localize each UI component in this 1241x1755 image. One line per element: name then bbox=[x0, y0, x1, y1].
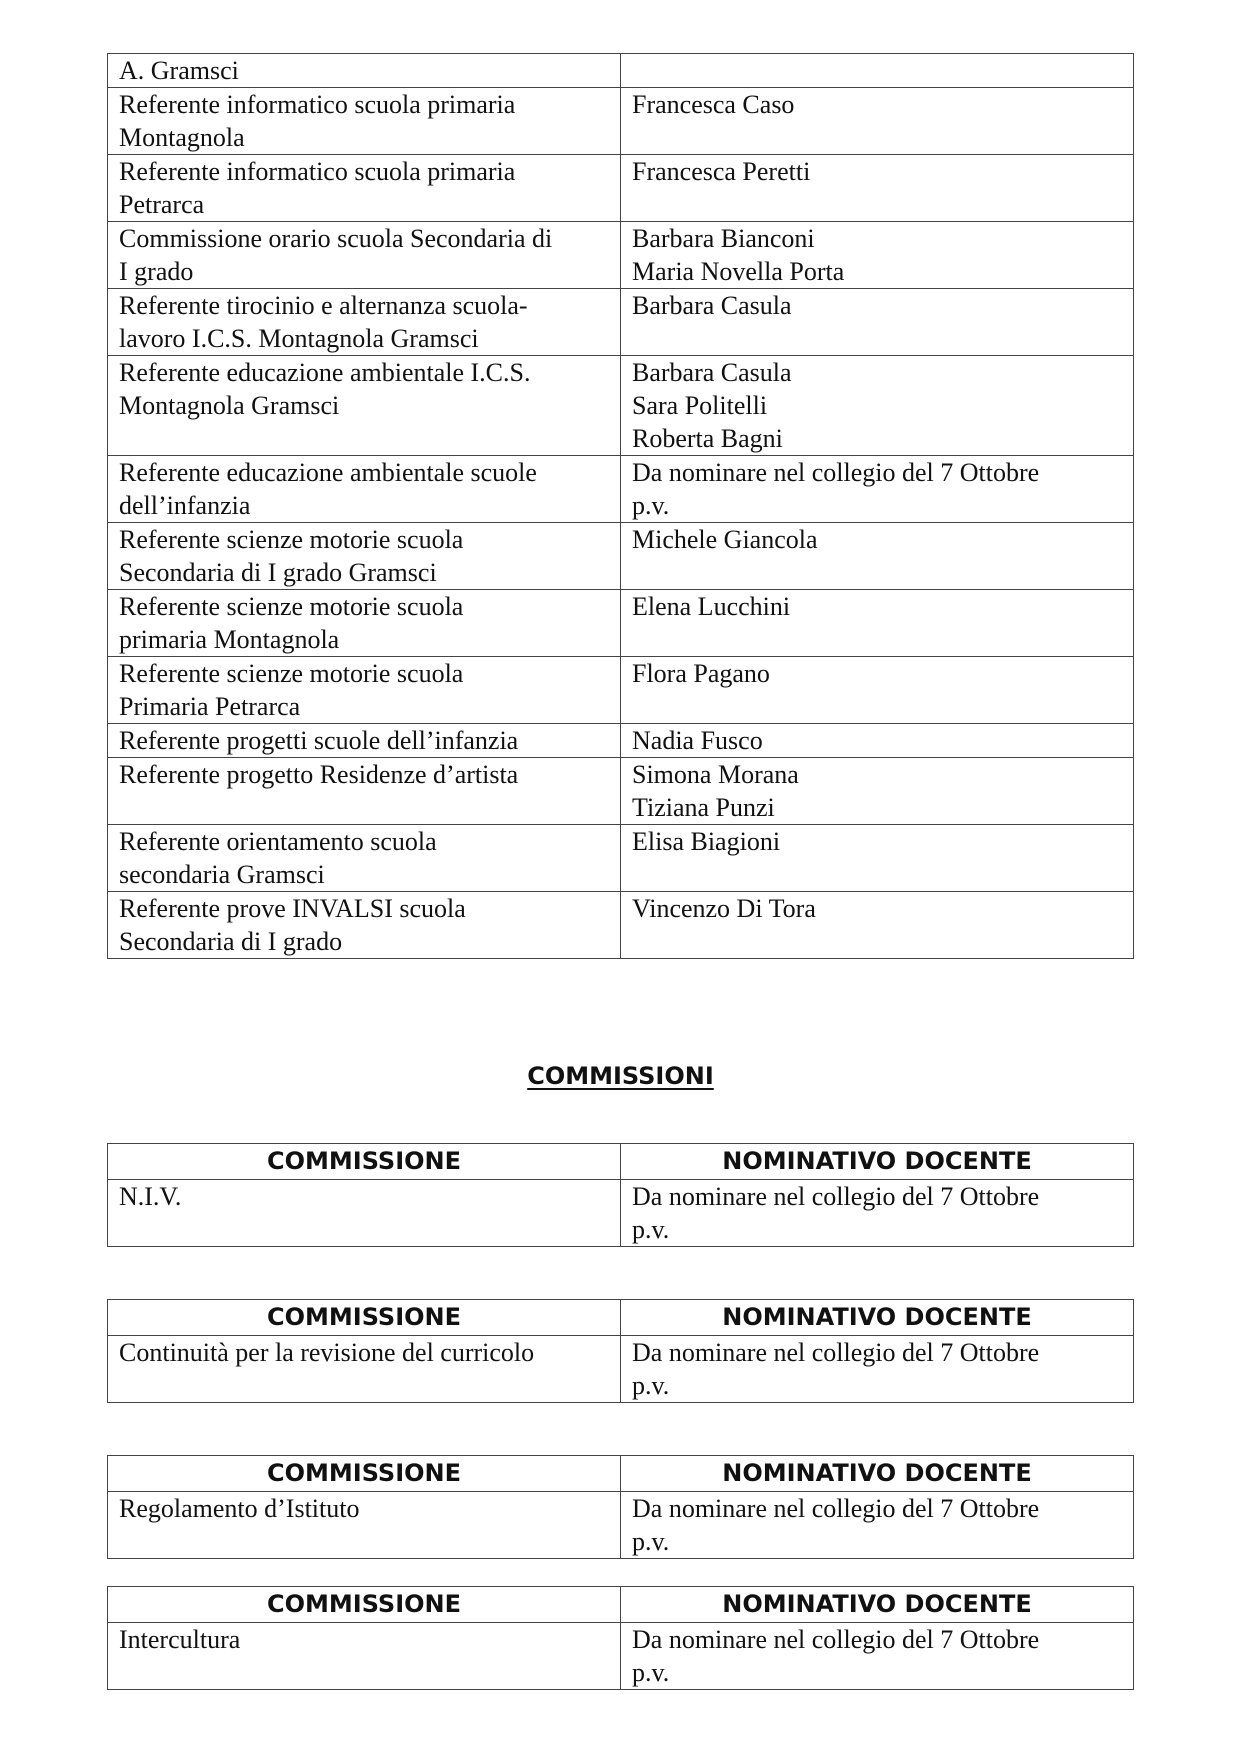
name-text: Barbara Bianconi bbox=[632, 224, 815, 253]
table-row bbox=[108, 590, 1134, 657]
role-text: Referente scienze motorie scuola bbox=[119, 592, 464, 621]
docente-cell bbox=[621, 1180, 1134, 1247]
commission-table bbox=[107, 1586, 1134, 1690]
role-text: Secondaria di I grado bbox=[119, 927, 343, 956]
role-text: Referente informatico scuola primaria bbox=[119, 90, 516, 119]
name-text: Michele Giancola bbox=[632, 525, 818, 554]
docente-header: NOMINATIVO DOCENTE bbox=[621, 1300, 1134, 1336]
table-row bbox=[108, 1623, 1134, 1690]
names-cell bbox=[621, 88, 1134, 155]
role-text: A. Gramsci bbox=[119, 56, 239, 85]
names-cell bbox=[621, 758, 1134, 825]
role-text: Referente educazione ambientale I.C.S. bbox=[119, 358, 531, 387]
name-text: Nadia Fusco bbox=[632, 726, 763, 755]
names-cell bbox=[621, 155, 1134, 222]
name-text: Barbara Casula bbox=[632, 358, 792, 387]
table-row bbox=[108, 724, 1134, 758]
commission-name: N.I.V. bbox=[119, 1182, 182, 1211]
role-text: dell’infanzia bbox=[119, 491, 251, 520]
names-cell bbox=[621, 54, 1134, 88]
docente-header: NOMINATIVO DOCENTE bbox=[621, 1456, 1134, 1492]
referents-table bbox=[107, 53, 1134, 959]
table-row bbox=[108, 88, 1134, 155]
section-title-text: COMMISSIONI bbox=[527, 1062, 714, 1090]
role-text: Petrarca bbox=[119, 190, 205, 219]
names-cell bbox=[621, 724, 1134, 758]
table-row bbox=[108, 456, 1134, 523]
name-text: Da nominare nel collegio del 7 Ottobre bbox=[632, 458, 1040, 487]
commission-name: Continuità per la revisione del curricolo bbox=[119, 1338, 535, 1367]
table-row bbox=[108, 1492, 1134, 1559]
names-cell bbox=[621, 289, 1134, 356]
commission-name-cell bbox=[108, 1336, 621, 1403]
role-cell bbox=[108, 356, 621, 456]
docente-cell bbox=[621, 1623, 1134, 1690]
section-title bbox=[0, 1062, 1241, 1090]
role-text: Montagnola bbox=[119, 123, 245, 152]
role-text: Referente prove INVALSI scuola bbox=[119, 894, 466, 923]
role-cell bbox=[108, 456, 621, 523]
docente-text: Da nominare nel collegio del 7 Ottobre bbox=[632, 1494, 1040, 1523]
commission-table bbox=[107, 1143, 1134, 1247]
role-text: Commissione orario scuola Secondaria di bbox=[119, 224, 553, 253]
table-row bbox=[108, 1180, 1134, 1247]
name-text: Sara Politelli bbox=[632, 391, 768, 420]
table-row bbox=[108, 523, 1134, 590]
commission-header: COMMISSIONE bbox=[108, 1456, 621, 1492]
docente-text: p.v. bbox=[632, 1658, 670, 1687]
commission-table bbox=[107, 1455, 1134, 1559]
docente-cell bbox=[621, 1336, 1134, 1403]
role-text: Referente scienze motorie scuola bbox=[119, 659, 464, 688]
docente-text: p.v. bbox=[632, 1527, 670, 1556]
name-text: Tiziana Punzi bbox=[632, 793, 775, 822]
names-cell bbox=[621, 892, 1134, 959]
name-text: Francesca Peretti bbox=[632, 157, 811, 186]
role-cell bbox=[108, 155, 621, 222]
name-text: Maria Novella Porta bbox=[632, 257, 845, 286]
name-text: Vincenzo Di Tora bbox=[632, 894, 816, 923]
role-cell bbox=[108, 724, 621, 758]
table-row bbox=[108, 657, 1134, 724]
name-text: Flora Pagano bbox=[632, 659, 770, 688]
table-row bbox=[108, 54, 1134, 88]
role-cell bbox=[108, 825, 621, 892]
role-text: Referente educazione ambientale scuole bbox=[119, 458, 537, 487]
docente-text: Da nominare nel collegio del 7 Ottobre bbox=[632, 1338, 1040, 1367]
name-text: p.v. bbox=[632, 491, 670, 520]
table-row bbox=[108, 289, 1134, 356]
docente-header: NOMINATIVO DOCENTE bbox=[621, 1587, 1134, 1623]
commission-header: COMMISSIONE bbox=[108, 1144, 621, 1180]
table-row bbox=[108, 222, 1134, 289]
role-text: Referente orientamento scuola bbox=[119, 827, 437, 856]
commission-name-cell bbox=[108, 1623, 621, 1690]
role-cell bbox=[108, 892, 621, 959]
docente-header: NOMINATIVO DOCENTE bbox=[621, 1144, 1134, 1180]
role-text: Referente progetti scuole dell’infanzia bbox=[119, 726, 519, 755]
names-cell bbox=[621, 222, 1134, 289]
names-cell bbox=[621, 356, 1134, 456]
names-cell bbox=[621, 456, 1134, 523]
name-text: Elena Lucchini bbox=[632, 592, 791, 621]
name-text: Barbara Casula bbox=[632, 291, 792, 320]
commission-table bbox=[107, 1299, 1134, 1403]
role-cell bbox=[108, 222, 621, 289]
role-cell bbox=[108, 758, 621, 825]
table-header-row bbox=[108, 1144, 1134, 1180]
name-text: Simona Morana bbox=[632, 760, 799, 789]
name-text: Elisa Biagioni bbox=[632, 827, 781, 856]
referents-table-body bbox=[108, 54, 1134, 959]
role-text: Referente progetto Residenze d’artista bbox=[119, 760, 519, 789]
role-text: Montagnola Gramsci bbox=[119, 391, 340, 420]
role-text: Referente tirocinio e alternanza scuola- bbox=[119, 291, 528, 320]
commission-name: Regolamento d’Istituto bbox=[119, 1494, 360, 1523]
role-text: Secondaria di I grado Gramsci bbox=[119, 558, 437, 587]
docente-cell bbox=[621, 1492, 1134, 1559]
role-cell bbox=[108, 54, 621, 88]
commission-header: COMMISSIONE bbox=[108, 1300, 621, 1336]
names-cell bbox=[621, 590, 1134, 657]
table-row bbox=[108, 892, 1134, 959]
names-cell bbox=[621, 825, 1134, 892]
docente-text: p.v. bbox=[632, 1371, 670, 1400]
role-text: Primaria Petrarca bbox=[119, 692, 301, 721]
commission-name-cell bbox=[108, 1492, 621, 1559]
table-row bbox=[108, 155, 1134, 222]
role-text: primaria Montagnola bbox=[119, 625, 340, 654]
role-text: lavoro I.C.S. Montagnola Gramsci bbox=[119, 324, 479, 353]
role-text: Referente scienze motorie scuola bbox=[119, 525, 464, 554]
name-text: Roberta Bagni bbox=[632, 424, 783, 453]
table-row bbox=[108, 356, 1134, 456]
table-header-row bbox=[108, 1300, 1134, 1336]
table-header-row bbox=[108, 1587, 1134, 1623]
names-cell bbox=[621, 523, 1134, 590]
table-row bbox=[108, 1336, 1134, 1403]
table-row bbox=[108, 825, 1134, 892]
role-text: Referente informatico scuola primaria bbox=[119, 157, 516, 186]
role-cell bbox=[108, 590, 621, 657]
table-row bbox=[108, 758, 1134, 825]
docente-text: Da nominare nel collegio del 7 Ottobre bbox=[632, 1182, 1040, 1211]
docente-text: Da nominare nel collegio del 7 Ottobre bbox=[632, 1625, 1040, 1654]
commission-header: COMMISSIONE bbox=[108, 1587, 621, 1623]
commission-name: Intercultura bbox=[119, 1625, 241, 1654]
role-text: I grado bbox=[119, 257, 194, 286]
role-text: secondaria Gramsci bbox=[119, 860, 325, 889]
commission-name-cell bbox=[108, 1180, 621, 1247]
name-text: Francesca Caso bbox=[632, 90, 795, 119]
role-cell bbox=[108, 657, 621, 724]
names-cell bbox=[621, 657, 1134, 724]
role-cell bbox=[108, 523, 621, 590]
role-cell bbox=[108, 88, 621, 155]
table-header-row bbox=[108, 1456, 1134, 1492]
docente-text: p.v. bbox=[632, 1215, 670, 1244]
role-cell bbox=[108, 289, 621, 356]
